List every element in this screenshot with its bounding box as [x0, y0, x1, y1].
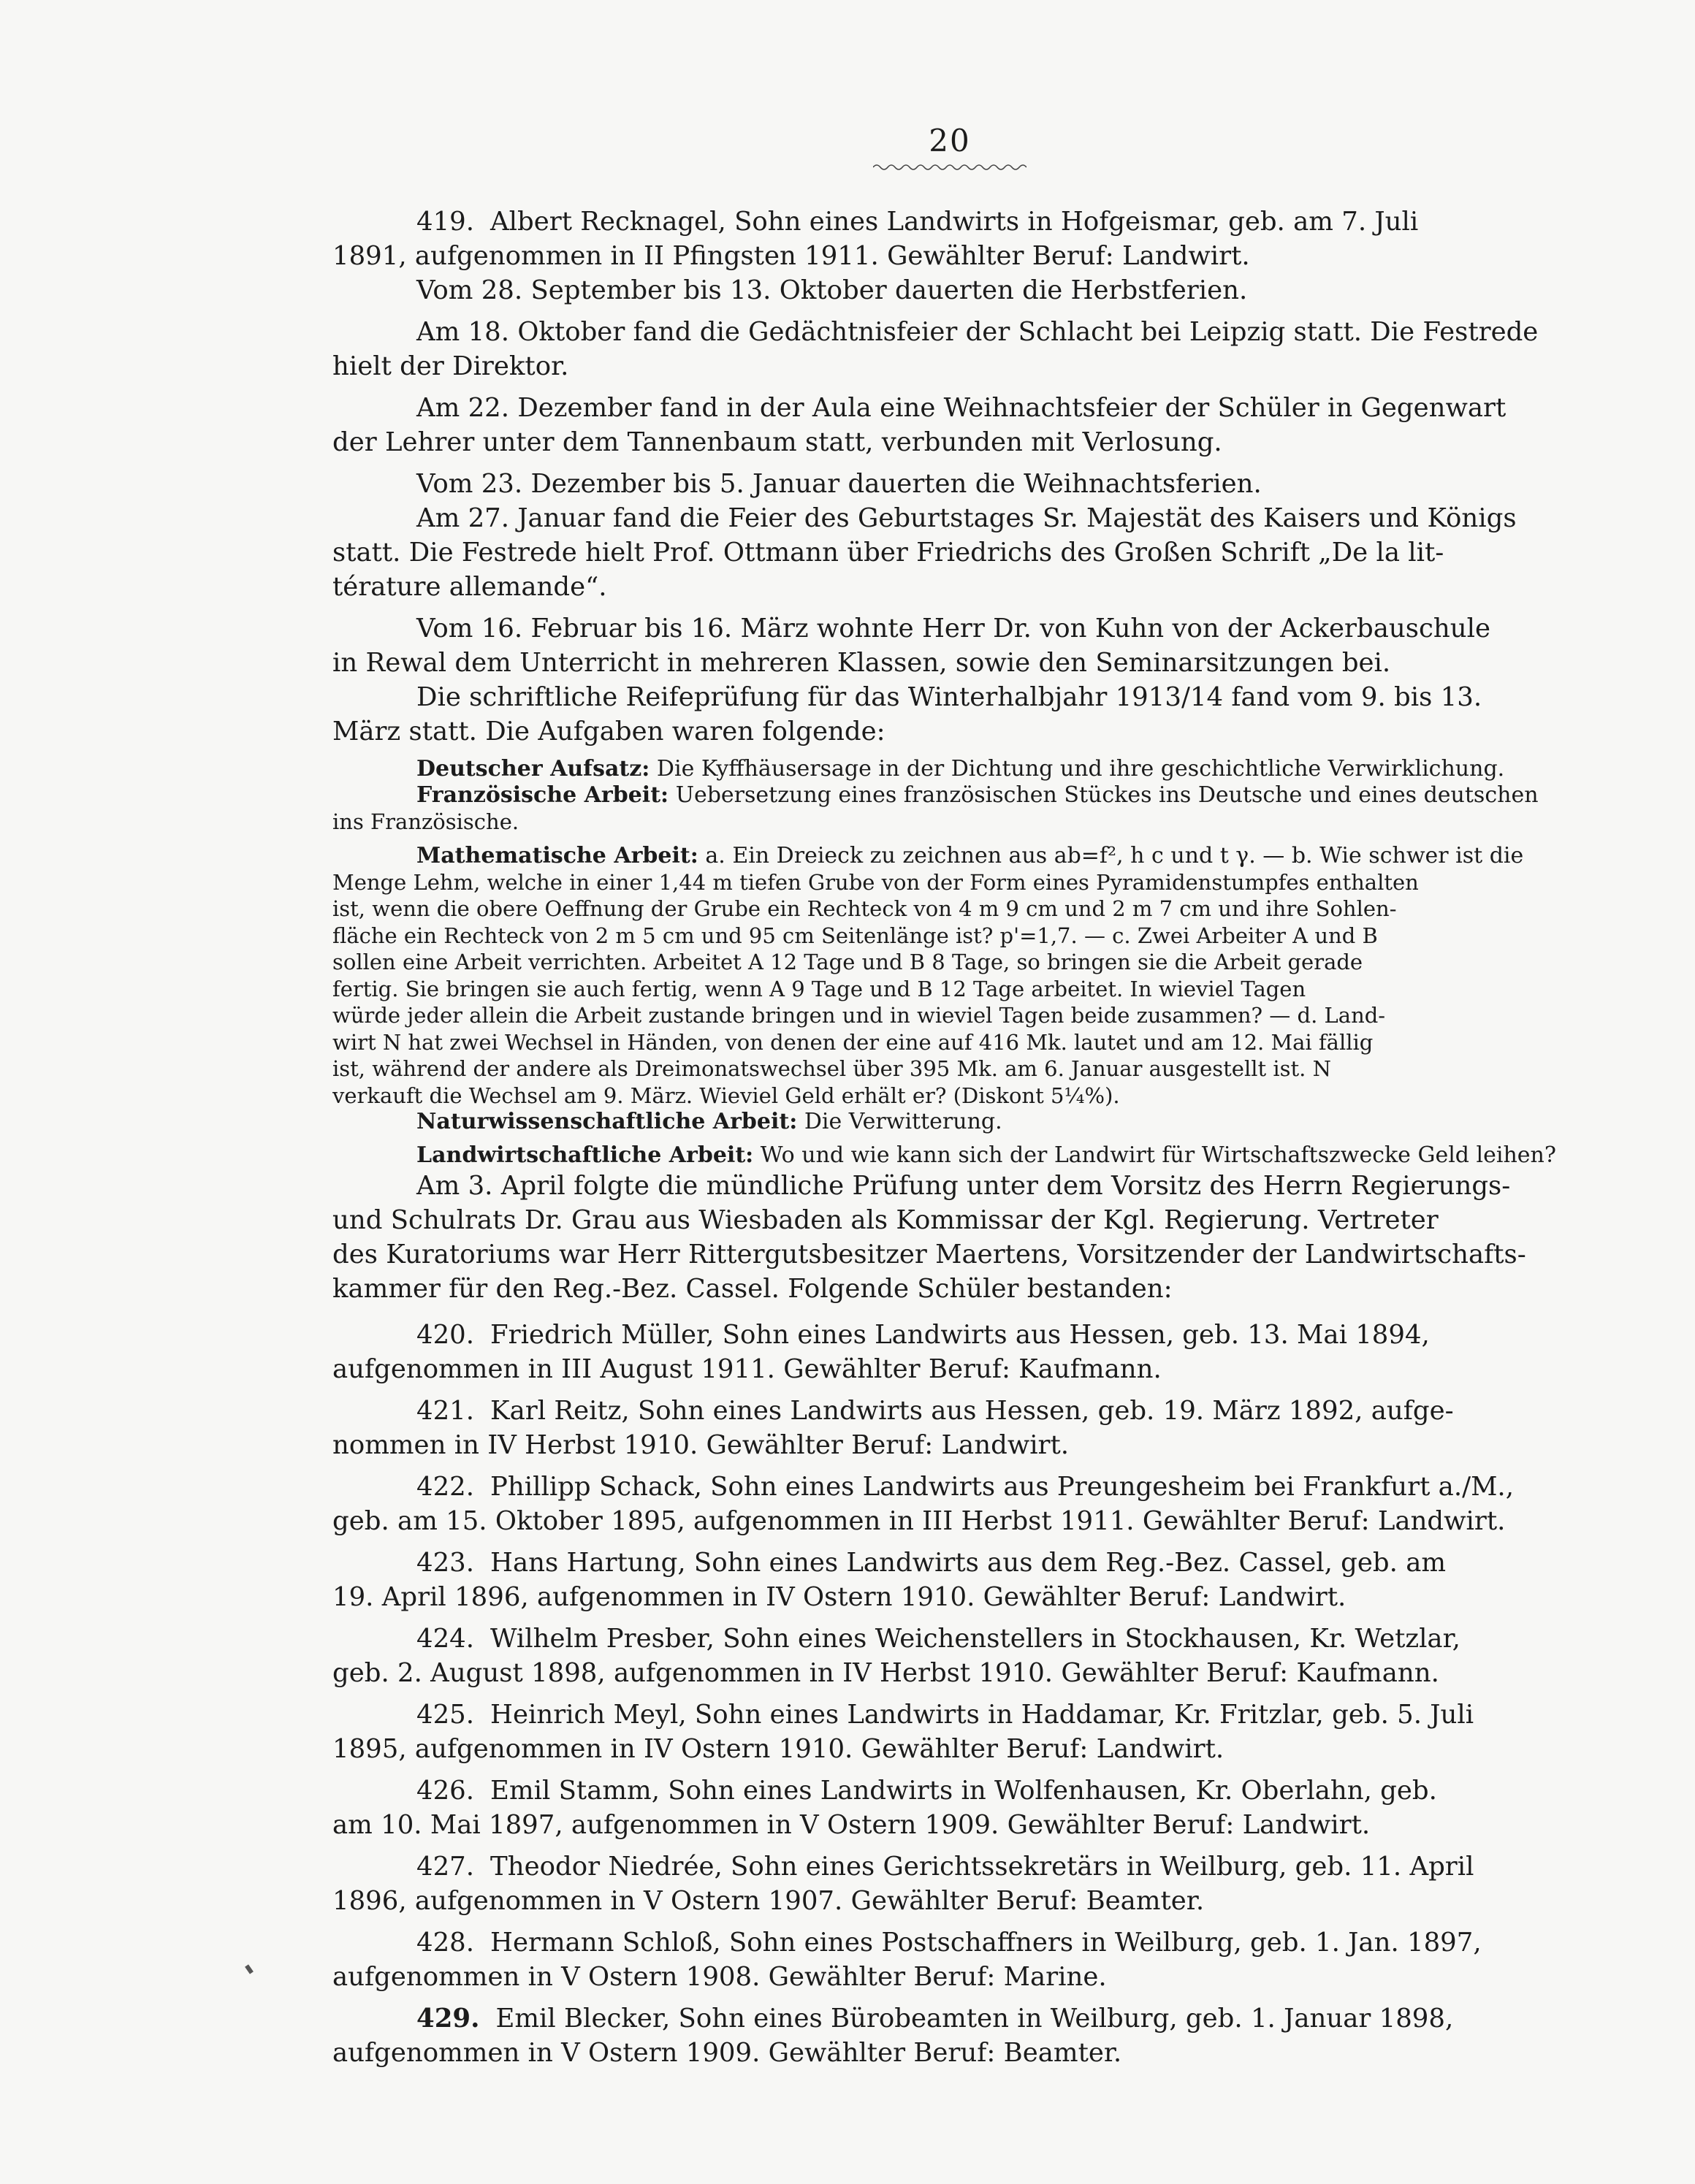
exam-math-line: verkauft die Wechsel am 9. März. Wieviel Geld erhält er? (Diskont 5¼%).	[332, 1083, 1120, 1108]
student-entry: 426. Emil Stamm, Sohn eines Landwirts in Wolfenhausen, Kr. Oberlahn, geb.	[416, 1776, 1437, 1806]
exam-science	[332, 1109, 1567, 1135]
chronicle-item: Vom 28. September bis 13. Oktober dauerten die Herbstferien.	[416, 275, 1248, 305]
entry-number: 422.	[416, 1472, 475, 1502]
student-entry-cont: 1895, aufgenommen in IV Ostern 1910. Gewählter Beruf: Landwirt.	[332, 1734, 1224, 1764]
page-number-ornament	[873, 162, 1026, 172]
student-entry-cont: 1896, aufgenommen in V Ostern 1907. Gewählter Beruf: Beamter.	[332, 1886, 1205, 1916]
exam-math-line: ist, wenn die obere Oeffnung der Grube ein Rechteck von 4 m 9 cm und 2 m 7 cm und ihre Sohlen-	[332, 896, 1397, 921]
oral-exam: Am 3. April folgte die mündliche Prüfung unter dem Vorsitz des Herrn Regierungs-	[416, 1171, 1511, 1201]
entry-number: 426.	[416, 1776, 475, 1806]
exam-label: Naturwissenschaftliche Arbeit:	[416, 1109, 798, 1134]
exam-math-line: wirt N hat zwei Wechsel in Händen, von denen der eine auf 416 Mk. lautet und am 12. Mai fällig	[332, 1029, 1374, 1055]
chronicle-item: Vom 16. Februar bis 16. März wohnte Herr Dr. von Kuhn von der Ackerbauschule	[416, 614, 1490, 644]
exam-agriculture	[332, 1142, 1567, 1169]
exam-text: Die Kyffhäusersage in der Dichtung und ihre geschichtliche Verwirklichung.	[656, 756, 1505, 782]
page-content	[332, 205, 1567, 2070]
entry-number: 428.	[416, 1928, 475, 1958]
entry-number: 419.	[416, 207, 475, 237]
entry-line: 1891, aufgenommen in II Pfingsten 1911. Gewählter Beruf: Landwirt.	[332, 241, 1250, 271]
student-entry: 423. Hans Hartung, Sohn eines Landwirts aus dem Reg.-Bez. Cassel, geb. am	[416, 1548, 1447, 1578]
chronicle-item-cont: in Rewal dem Unterricht in mehreren Klassen, sowie den Seminarsitzungen bei.	[332, 648, 1391, 678]
chronicle-item-cont: März statt. Die Aufgaben waren folgende:	[332, 717, 885, 747]
entry-number: 420.	[416, 1320, 475, 1350]
chronicle-item: Am 27. Januar fand die Feier des Geburtstages Sr. Majestät des Kaisers und Königs	[416, 503, 1517, 533]
oral-exam-cont: und Schulrats Dr. Grau aus Wiesbaden als Kommissar der Kgl. Regierung. Vertreter	[332, 1205, 1439, 1235]
entry-number: 423.	[416, 1548, 475, 1578]
student-entry: 425. Heinrich Meyl, Sohn eines Landwirts in Haddamar, Kr. Fritzlar, geb. 5. Juli	[416, 1700, 1474, 1730]
student-entry-cont: aufgenommen in V Ostern 1909. Gewählter Beruf: Beamter.	[332, 2038, 1122, 2068]
exam-german	[332, 756, 1567, 782]
entry-number: 429.	[416, 2004, 480, 2034]
exam-french	[332, 782, 1567, 809]
exam-label: Französische Arbeit:	[416, 782, 669, 808]
entry-number: 424.	[416, 1624, 475, 1654]
student-entry: 428. Hermann Schloß, Sohn eines Postschaffners in Weilburg, geb. 1. Jan. 1897,	[416, 1928, 1482, 1958]
student-entry-cont: geb. 2. August 1898, aufgenommen in IV Herbst 1910. Gewählter Beruf: Kaufmann.	[332, 1658, 1439, 1688]
exam-math-line: fläche ein Rechteck von 2 m 5 cm und 95 cm Seitenlänge ist? p'=1,7. — c. Zwei Arbeiter A und B	[332, 923, 1378, 948]
student-entry-cont: geb. am 15. Oktober 1895, aufgenommen in III Herbst 1911. Gewählter Beruf: Landwirt.	[332, 1506, 1506, 1536]
exam-text: Wo und wie kann sich der Landwirt für Wirtschaftszwecke Geld leihen?	[760, 1142, 1556, 1168]
entry-number: 421.	[416, 1396, 475, 1426]
margin-mark	[245, 1964, 254, 1974]
exam-label: Mathematische Arbeit:	[416, 842, 698, 868]
entry-line: 419. Albert Recknagel, Sohn eines Landwirts in Hofgeismar, geb. am 7. Juli	[416, 207, 1419, 237]
exam-math	[332, 843, 1567, 869]
exam-math-line: würde jeder allein die Arbeit zustande bringen und in wieviel Tagen beide zusammen? — d. Land-	[332, 1003, 1386, 1028]
exam-math-line: fertig. Sie bringen sie auch fertig, wenn A 9 Tage und B 12 Tage arbeitet. In wieviel Tagen	[332, 976, 1306, 1001]
exam-french-cont: ins Französische.	[332, 809, 519, 834]
exam-math-line: Menge Lehm, welche in einer 1,44 m tiefen Grube von der Form eines Pyramidenstumpfes enthalten	[332, 869, 1419, 895]
exam-text: Die Verwitterung.	[804, 1109, 1002, 1134]
student-entry: 420. Friedrich Müller, Sohn eines Landwirts aus Hessen, geb. 13. Mai 1894,	[416, 1320, 1430, 1350]
student-entry: 421. Karl Reitz, Sohn eines Landwirts aus Hessen, geb. 19. März 1892, aufge-	[416, 1396, 1454, 1426]
chronicle-item: Vom 23. Dezember bis 5. Januar dauerten die Weihnachtsferien.	[416, 469, 1262, 499]
student-entry-cont: 19. April 1896, aufgenommen in IV Ostern 1910. Gewählter Beruf: Landwirt.	[332, 1582, 1347, 1612]
entry-419-cont	[332, 239, 1567, 273]
student-entry-cont: nommen in IV Herbst 1910. Gewählter Beruf: Landwirt.	[332, 1430, 1070, 1460]
page-number: 20	[929, 123, 971, 159]
student-entry: 424. Wilhelm Presber, Sohn eines Weichenstellers in Stockhausen, Kr. Wetzlar,	[416, 1624, 1460, 1654]
student-entry-cont: aufgenommen in III August 1911. Gewählter Beruf: Kaufmann.	[332, 1354, 1162, 1384]
chronicle-item-cont: der Lehrer unter dem Tannenbaum statt, verbunden mit Verlosung.	[332, 427, 1222, 457]
student-entry: 429. Emil Blecker, Sohn eines Bürobeamten in Weilburg, geb. 1. Januar 1898,	[416, 2004, 1454, 2034]
chronicle-item: Am 22. Dezember fand in der Aula eine Weihnachtsfeier der Schüler in Gegenwart	[416, 393, 1507, 423]
student-entry: 427. Theodor Niedrée, Sohn eines Gerichtssekretärs in Weilburg, geb. 11. April	[416, 1852, 1474, 1882]
student-entry: 422. Phillipp Schack, Sohn eines Landwirts aus Preungesheim bei Frankfurt a./M.,	[416, 1472, 1514, 1502]
exam-label: Landwirtschaftliche Arbeit:	[416, 1142, 754, 1168]
entry-419	[332, 205, 1567, 239]
exam-math-line: ist, während der andere als Dreimonatswechsel über 395 Mk. am 6. Januar ausgestellt ist. N	[332, 1056, 1331, 1081]
student-entry-cont: aufgenommen in V Ostern 1908. Gewählter Beruf: Marine.	[332, 1962, 1107, 1992]
oral-exam-cont: kammer für den Reg.-Bez. Cassel. Folgende Schüler bestanden:	[332, 1274, 1173, 1304]
exam-text: a. Ein Dreieck zu zeichnen aus ab=f², h c und t γ. — b. Wie schwer ist die	[705, 842, 1524, 868]
student-entry-cont: am 10. Mai 1897, aufgenommen in V Ostern 1909. Gewählter Beruf: Landwirt.	[332, 1810, 1371, 1840]
exam-math-line: sollen eine Arbeit verrichten. Arbeitet A 12 Tage und B 8 Tage, so bringen sie die Arbeit gerade	[332, 950, 1363, 974]
chronicle-item-cont: hielt der Direktor.	[332, 351, 569, 381]
entry-number: 427.	[416, 1852, 475, 1882]
chronicle-item-cont: térature allemande“.	[332, 572, 607, 602]
exam-label: Deutscher Aufsatz:	[416, 756, 650, 782]
entry-number: 425.	[416, 1700, 475, 1730]
chronicle-item: Am 18. Oktober fand die Gedächtnisfeier der Schlacht bei Leipzig statt. Die Festrede	[416, 317, 1539, 347]
chronicle-item: Die schriftliche Reifeprüfung für das Winterhalbjahr 1913/14 fand vom 9. bis 13.	[416, 682, 1482, 712]
oral-exam-cont: des Kuratoriums war Herr Rittergutsbesitzer Maertens, Vorsitzender der Landwirtschafts-	[332, 1240, 1526, 1269]
exam-text: Uebersetzung eines französischen Stückes ins Deutsche und eines deutschen	[675, 782, 1539, 808]
chronicle-item-cont: statt. Die Festrede hielt Prof. Ottmann über Friedrichs des Großen Schrift „De la lit-	[332, 538, 1444, 568]
